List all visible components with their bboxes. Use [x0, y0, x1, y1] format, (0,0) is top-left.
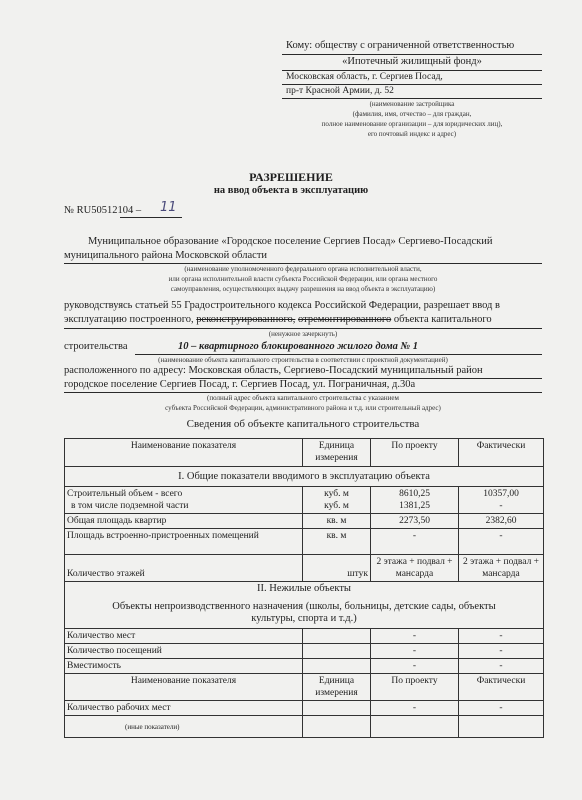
- addressee-line-3: Московская область, г. Сергиев Посад,: [286, 72, 443, 82]
- floors-unit: штук: [303, 555, 371, 582]
- jobs-unit: [303, 701, 371, 716]
- row-volume-name: [65, 487, 303, 514]
- visits-label: Количество посещений: [65, 644, 303, 659]
- table-row: [65, 629, 544, 644]
- jobs-label: Количество рабочих мест: [65, 701, 303, 716]
- capacity-fact: -: [459, 659, 544, 674]
- other-fact: [459, 716, 544, 738]
- addressee-line-1: Кому: обществу с ограниченной ответственностью: [286, 40, 515, 51]
- table-section-row: [65, 582, 544, 629]
- volume-total-unit: куб. м: [324, 489, 349, 499]
- col-header-name: Наименование показателя: [65, 439, 303, 467]
- area-plan: 2273,50: [371, 514, 459, 529]
- table-row: [65, 555, 544, 582]
- table-row: [65, 701, 544, 716]
- addressee-note-1: (наименование застройщика: [369, 100, 455, 108]
- volume-underground-label: в том числе подземной части: [71, 501, 189, 511]
- divider: [64, 392, 542, 393]
- divider: [282, 54, 542, 55]
- addressee-note-2: (фамилия, имя, отчество – для граждан,: [352, 110, 472, 118]
- capacity-unit: [303, 659, 371, 674]
- builtin-area-label: Площадь встроенно-пристроенных помещений: [65, 529, 303, 555]
- places-plan: -: [371, 629, 459, 644]
- capacity-plan: -: [371, 659, 459, 674]
- divider: [64, 328, 542, 329]
- col-header-plan: По проекту: [371, 439, 459, 467]
- area-fact: 2382,60: [459, 514, 544, 529]
- jobs-plan: -: [371, 701, 459, 716]
- other-plan: [371, 716, 459, 738]
- basis-note-strike: (ненужное зачеркнуть): [268, 330, 338, 338]
- page-title: РАЗРЕШЕНИЕ: [249, 170, 333, 184]
- basis-note-address-2: субъекта Российской Федерации, административного района и т.д. или строительный адрес): [165, 404, 441, 412]
- object-name: 10 – квартирного блокированного жилого дома № 1: [178, 341, 419, 352]
- basis-text-object: объекта капитального: [393, 314, 492, 325]
- basis-text-reconstructed: реконструированного,: [196, 314, 296, 325]
- col-header-unit-2: Единица измерения: [303, 674, 371, 701]
- builtin-area-unit: кв. м: [303, 529, 371, 555]
- permit-number: № RU50512104 –: [64, 205, 142, 216]
- basis-note-object: (наименование объекта капитального строительства в соответствии с проектной документацией): [158, 356, 448, 364]
- divider: [135, 354, 542, 355]
- row-volume-unit: [303, 487, 371, 514]
- divider: [64, 263, 542, 264]
- section-2: [65, 582, 544, 629]
- addressee-note-4: его почтовый индекс и адрес): [367, 130, 457, 138]
- other-unit: [303, 716, 371, 738]
- section-1-title: I. Общие показатели вводимого в эксплуатацию объекта: [65, 467, 544, 487]
- visits-fact: -: [459, 644, 544, 659]
- table-row: [65, 514, 544, 529]
- table-row: [65, 487, 544, 514]
- section-2-subtitle: Объекты непроизводственного назначения (школы, больницы, детские сады, объекты культуры, спорта и т.д.): [112, 601, 496, 624]
- divider: [282, 70, 542, 71]
- addressee-line-4: пр-т Красной Армии, д. 52: [286, 86, 394, 96]
- table-row: [65, 644, 544, 659]
- floors-fact: 2 этажа + подвал + мансарда: [459, 555, 544, 582]
- visits-plan: -: [371, 644, 459, 659]
- volume-underground-plan: 1381,25: [399, 501, 430, 511]
- basis-note-address-1: (полный адрес объекта капитального строительства с указанием: [207, 394, 399, 402]
- volume-total-label: Строительный объем - всего: [67, 489, 183, 499]
- col-header-plan-2: По проекту: [371, 674, 459, 701]
- authority-note-2: или органа исполнительной власти субъекта Российской Федерации, или органа местного: [168, 275, 438, 283]
- col-header-unit: Единица измерения: [303, 439, 371, 467]
- table-row: [65, 529, 544, 555]
- places-fact: -: [459, 629, 544, 644]
- authority-note-1: (наименование уполномоченного федерального органа исполнительной власти,: [184, 265, 422, 273]
- addressee-note-3: полное наименование организации – для юридических лиц),: [321, 120, 503, 128]
- volume-underground-fact: -: [499, 501, 503, 511]
- floors-label: Количество этажей: [65, 555, 303, 582]
- permit-number-handwritten: 11: [160, 200, 177, 215]
- object-address-line-1: расположенного по адресу: Московская область, Сергиево-Посадский муниципальный район: [64, 365, 483, 376]
- row-volume-plan: [371, 487, 459, 514]
- table-row: [65, 659, 544, 674]
- col-header-name-2: Наименование показателя: [65, 674, 303, 701]
- section-2-title: II. Нежилые объекты: [257, 583, 351, 594]
- places-unit: [303, 629, 371, 644]
- basis-line-3-label: строительства: [64, 341, 128, 352]
- row-volume-fact: [459, 487, 544, 514]
- section-title: Сведения об объекте капитального строительства: [186, 418, 420, 430]
- authority-line-1: Муниципальное образование «Городское поселение Сергиев Посад» Сергиево-Посадский: [88, 236, 493, 247]
- authority-note-3: самоуправления, осуществляющих выдачу разрешения на ввод объекта в эксплуатацию): [170, 285, 436, 293]
- volume-total-fact: 10357,00: [483, 489, 519, 499]
- jobs-fact: -: [459, 701, 544, 716]
- capacity-label: Вместимость: [65, 659, 303, 674]
- divider: [282, 84, 542, 85]
- visits-unit: [303, 644, 371, 659]
- volume-underground-unit: куб. м: [324, 501, 349, 511]
- divider: [120, 217, 182, 218]
- table-header-row: [65, 674, 544, 701]
- area-label: Общая площадь квартир: [65, 514, 303, 529]
- places-label: Количество мест: [65, 629, 303, 644]
- page-subtitle: на ввод объекта в эксплуатацию: [213, 185, 369, 196]
- builtin-area-plan: -: [371, 529, 459, 555]
- object-info-table: [64, 438, 544, 738]
- col-header-fact-2: Фактически: [459, 674, 544, 701]
- addressee-line-2: «Ипотечный жилищный фонд»: [342, 56, 482, 67]
- builtin-area-fact: -: [459, 529, 544, 555]
- object-address-line-2: городское поселение Сергиев Посад, г. Сергиев Посад, ул. Пограничная, д.30а: [64, 379, 416, 390]
- volume-total-plan: 8610,25: [399, 489, 430, 499]
- basis-text-built: эксплуатацию построенного,: [64, 314, 194, 325]
- table-row: [65, 716, 544, 738]
- col-header-fact: Фактически: [459, 439, 544, 467]
- basis-line-2: [64, 314, 492, 325]
- authority-line-2: муниципального района Московской области: [64, 250, 268, 261]
- area-unit: кв. м: [303, 514, 371, 529]
- other-indicators-label: (иные показатели): [65, 716, 303, 738]
- basis-text-repaired: отремонтированного: [298, 314, 392, 325]
- table-header-row: [65, 439, 544, 467]
- floors-plan: 2 этажа + подвал + мансарда: [371, 555, 459, 582]
- basis-line-1: руководствуясь статьей 55 Градостроительного кодекса Российской Федерации, разрешает ввод в: [64, 300, 500, 311]
- divider: [282, 98, 542, 99]
- table-section-row: [65, 467, 544, 487]
